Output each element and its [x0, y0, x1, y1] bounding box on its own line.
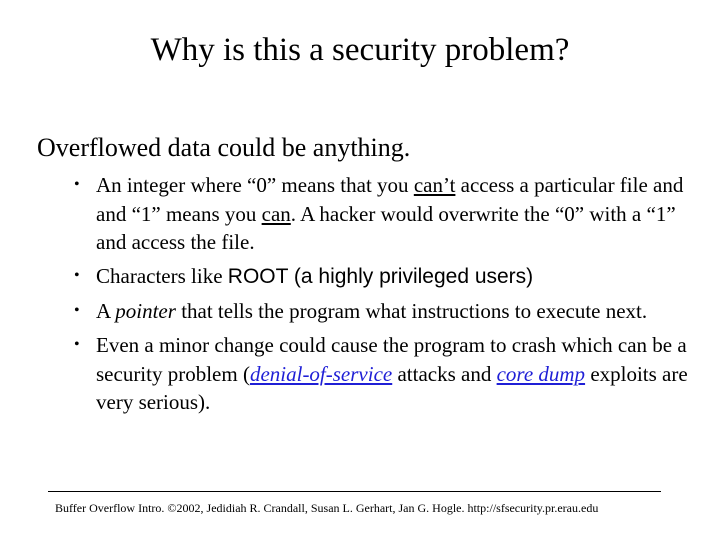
underlined-text: can’t	[413, 173, 456, 197]
bullet-dot-icon: •	[74, 336, 80, 353]
bullet-item-integer	[74, 171, 694, 257]
footer-divider	[48, 491, 661, 492]
bullet-text: exploits are very serious).	[96, 361, 688, 414]
bullet-dot-icon: •	[74, 267, 80, 284]
bullet-text: attacks and	[392, 361, 497, 386]
bullet-text: access a particular file and and “1” means you	[96, 173, 684, 226]
core-dump-link[interactable]: core dump	[496, 361, 586, 386]
slide-title: Why is this a security problem?	[150, 32, 570, 68]
bullet-text: An integer where “0” means that you	[96, 173, 414, 197]
root-example-text: ROOT (a highly privileged users)	[227, 265, 534, 288]
bullet-item-crash	[74, 331, 694, 417]
bullet-text: Even a minor change could cause the program to crash which can be a security problem (	[96, 333, 687, 386]
bullet-item-characters	[74, 262, 694, 292]
underlined-text: can	[261, 201, 291, 226]
bullet-text: A	[96, 299, 116, 323]
bullet-text: that tells the program what instructions to execute next.	[175, 299, 648, 323]
emphasized-text: pointer	[115, 299, 176, 323]
bullet-list	[74, 171, 694, 422]
bullet-dot-icon: •	[74, 176, 80, 193]
bullet-dot-icon: •	[74, 302, 80, 319]
footer-credits: Buffer Overflow Intro. ©2002, Jedidiah R. Crandall, Susan L. Gerhart, Jan G. Hogle. http://sfsecurity.pr.erau.edu	[55, 501, 599, 515]
bullet-item-pointer	[74, 297, 694, 326]
lead-statement: Overflowed data could be anything.	[37, 133, 411, 162]
bullet-text: Characters like	[96, 264, 228, 288]
bullet-text: . A hacker would overwrite the “0” with a “1” and access the file.	[96, 201, 676, 254]
denial-of-service-link[interactable]: denial-of-service	[249, 361, 393, 386]
